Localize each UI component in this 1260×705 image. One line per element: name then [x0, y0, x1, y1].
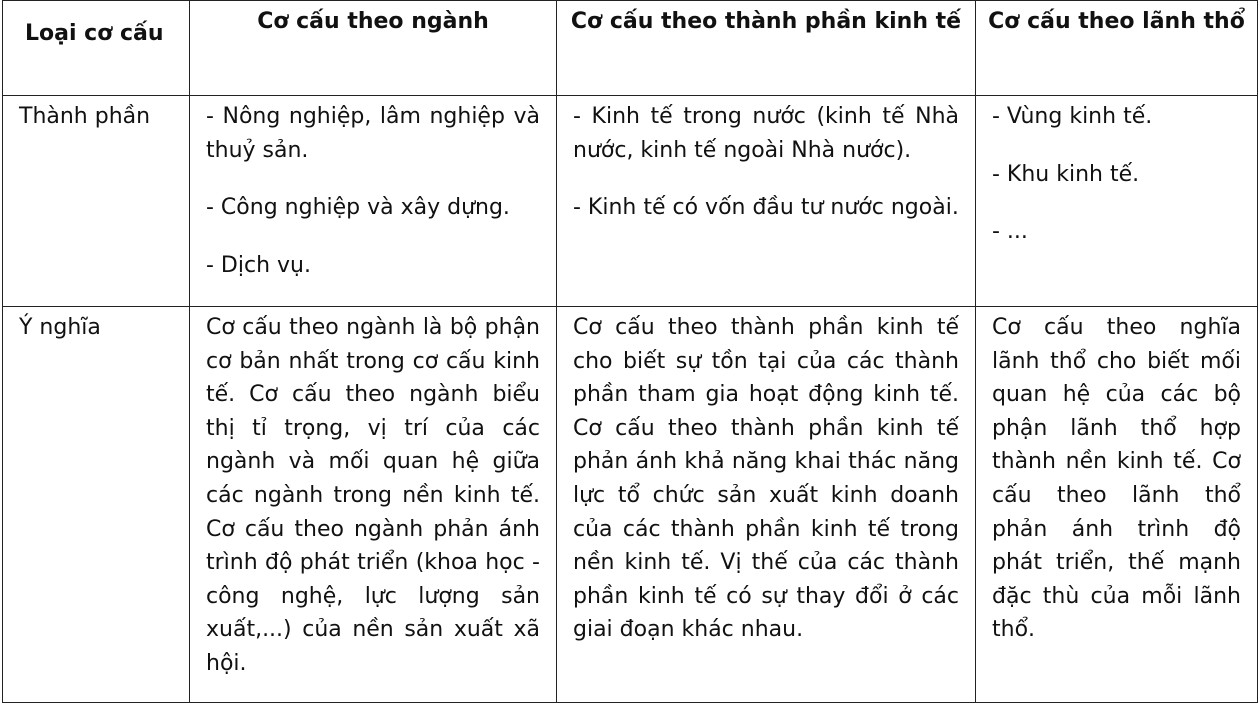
header-row [3, 1, 1258, 96]
list-item: - Kinh tế có vốn đầu tư nước ngoài. [573, 195, 959, 221]
list-item: - Dịch vụ. [206, 252, 311, 278]
table-row-components [3, 96, 1258, 307]
list-item: - Kinh tế trong nước (kinh tế Nhà nước, kinh tế ngoài Nhà nước). [573, 104, 959, 163]
list-item: - Khu kinh tế. [992, 161, 1140, 187]
list-item: - Vùng kinh tế. [992, 104, 1153, 129]
paragraph: Cơ cấu theo thành phần kinh tế cho biết sự tồn tại của các thành phần tham gia hoạt động kinh tế. Cơ cấu theo thành phần kinh tế phản ánh khả năng khai thác năng lực tổ chức sản xuất kinh doanh của các thành phần kinh tế trong nền kinh tế. Vị thế của các thành phần kinh tế có sự thay đổi ở các giai đoạn khác nhau. [573, 315, 959, 643]
list-item: - Nông nghiệp, lâm nghiệp và thuỷ sản. [206, 104, 540, 163]
header-by-sector: Cơ cấu theo ngành [190, 1, 557, 96]
economic-structure-table [2, 0, 1258, 703]
list-item: - ... [992, 219, 1028, 245]
cell-ownership-components [557, 96, 976, 307]
cell-ownership-meaning [557, 307, 976, 703]
header-by-economic-component: Cơ cấu theo thành phần kinh tế [557, 1, 976, 96]
cell-sector-meaning [190, 307, 557, 703]
cell-territory-components [976, 96, 1258, 307]
cell-territory-meaning [976, 307, 1258, 703]
paragraph: Cơ cấu theo nghĩa lãnh thổ cho biết mối quan hệ của các bộ phận lãnh thổ hợp thành nền kinh tế. Cơ cấu theo lãnh thổ phản ánh trình độ phát triển, thế mạnh đặc thù của mỗi lãnh thổ. [992, 315, 1241, 643]
cell-sector-components [190, 96, 557, 307]
row-label-meaning: Ý nghĩa [3, 307, 190, 703]
row-label-components: Thành phần [3, 96, 190, 307]
paragraph: Cơ cấu theo ngành là bộ phận cơ bản nhất trong cơ cấu kinh tế. Cơ cấu theo ngành biểu thị tỉ trọng, vị trí của các ngành và mối quan hệ giữa các ngành trong nền kinh tế. Cơ cấu theo ngành phản ánh trình độ phát triển (khoa học - công nghệ, lực lượng sản xuất,...) của nền sản xuất xã hội. [206, 315, 540, 676]
header-structure-type: Loại cơ cấu [3, 1, 190, 96]
header-by-territory: Cơ cấu theo lãnh thổ [976, 1, 1258, 96]
table-row-meaning [3, 307, 1258, 703]
list-item: - Công nghiệp và xây dựng. [206, 195, 510, 221]
